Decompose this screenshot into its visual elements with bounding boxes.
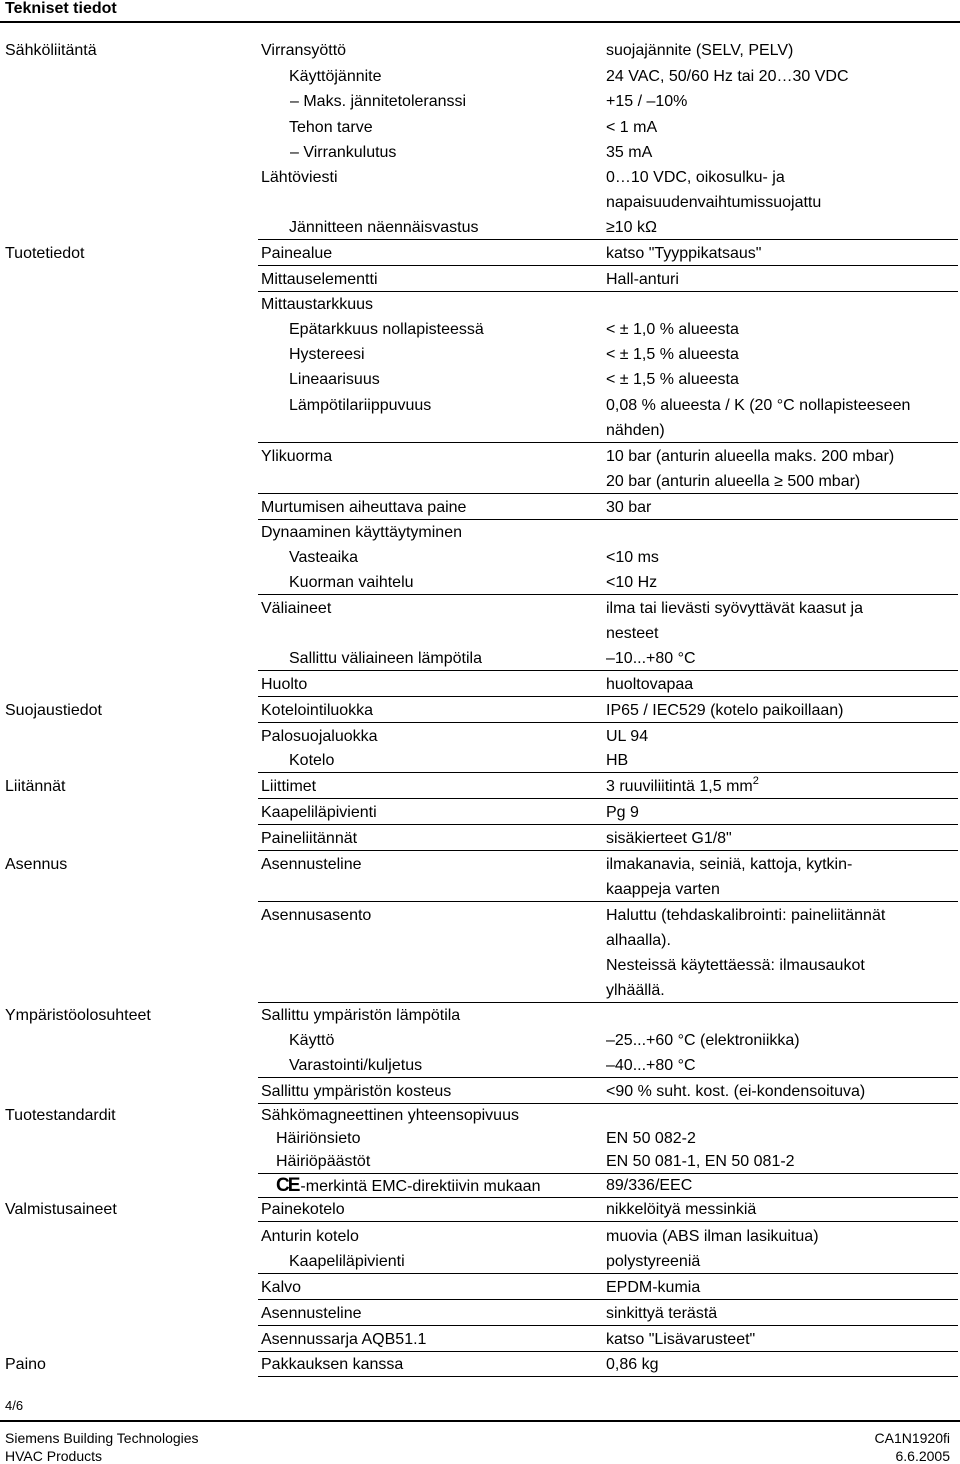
spec-label	[276, 1177, 540, 1196]
row-divider	[258, 696, 958, 697]
spec-label: Käyttöjännite	[289, 68, 382, 85]
spec-label: Sallittu väliaineen lämpötila	[289, 650, 482, 667]
spec-category: Liitännät	[5, 778, 66, 795]
spec-label: Dynaaminen käyttäytyminen	[261, 524, 462, 541]
page-number: 4/6	[5, 1398, 24, 1413]
spec-label: Kaapeliläpivienti	[289, 1253, 405, 1270]
spec-value: nikkelöityä messinkiä	[606, 1201, 757, 1218]
row-divider	[258, 1077, 958, 1078]
spec-value: <10 Hz	[606, 574, 658, 591]
spec-category: Tuotestandardit	[5, 1107, 116, 1124]
row-divider	[258, 1197, 958, 1198]
spec-label: Ylikuorma	[261, 448, 333, 465]
row-divider	[258, 442, 958, 443]
footer-date: 6.6.2005	[895, 1448, 950, 1464]
spec-label: Väliaineet	[261, 600, 332, 617]
spec-value: EN 50 081-1, EN 50 081-2	[606, 1153, 795, 1170]
spec-label: Sallittu ympäristön kosteus	[261, 1083, 452, 1100]
spec-label: Huolto	[261, 676, 308, 693]
spec-value: 24 VAC, 50/60 Hz tai 20…30 VDC	[606, 68, 849, 85]
spec-value: ilma tai lievästi syövyttävät kaasut ja	[606, 600, 863, 617]
spec-value: UL 94	[606, 728, 649, 745]
spec-value: muovia (ABS ilman lasikuitua)	[606, 1228, 819, 1245]
spec-label: Painekotelo	[261, 1201, 345, 1218]
spec-label: – Maks. jännitetoleranssi	[290, 93, 467, 110]
spec-category: Valmistusaineet	[5, 1201, 117, 1218]
spec-category: Paino	[5, 1356, 46, 1373]
row-divider	[258, 1376, 958, 1377]
row-divider	[258, 1325, 958, 1326]
spec-label: Lineaarisuus	[289, 371, 380, 388]
footer-company: Siemens Building Technologies	[5, 1430, 199, 1446]
spec-value: sinkittyä terästä	[606, 1305, 718, 1322]
spec-label: Lämpötilariippuvuus	[289, 397, 432, 414]
spec-value: 35 mA	[606, 144, 653, 161]
spec-value: –25...+60 °C (elektroniikka)	[606, 1032, 800, 1049]
spec-value: Pg 9	[606, 804, 639, 821]
spec-label: Lähtöviesti	[261, 169, 338, 186]
spec-label: Asennusasento	[261, 907, 372, 924]
spec-label: Mittaustarkkuus	[261, 296, 374, 313]
spec-label: Kaapeliläpivienti	[261, 804, 377, 821]
spec-value: < ± 1,5 % alueesta	[606, 371, 739, 388]
page-title: Tekniset tiedot	[5, 0, 117, 17]
spec-label: Pakkauksen kanssa	[261, 1356, 404, 1373]
spec-label: Varastointi/kuljetus	[289, 1057, 423, 1074]
spec-label: Virransyöttö	[261, 42, 347, 59]
spec-value: ≥10 kΩ	[606, 219, 657, 236]
row-divider	[258, 1299, 958, 1300]
spec-label: Asennusteline	[261, 856, 362, 873]
spec-value: <10 ms	[606, 549, 659, 566]
spec-value: 0…10 VDC, oikosulku- ja	[606, 169, 785, 186]
spec-value: 10 bar (anturin alueella maks. 200 mbar)	[606, 448, 895, 465]
spec-value: nähden)	[606, 422, 665, 439]
spec-label: Kalvo	[261, 1279, 302, 1296]
spec-value: nesteet	[606, 625, 659, 642]
ce-mark-icon: CE	[276, 1175, 299, 1196]
spec-value: 0,86 kg	[606, 1356, 659, 1373]
spec-value: huoltovapaa	[606, 676, 694, 693]
row-divider	[258, 722, 958, 723]
spec-value: < ± 1,5 % alueesta	[606, 346, 739, 363]
footer-doc-id: CA1N1920fi	[874, 1430, 950, 1446]
spec-label: Painealue	[261, 245, 333, 262]
spec-value: 20 bar (anturin alueella ≥ 500 mbar)	[606, 473, 861, 490]
spec-label: Murtumisen aiheuttava paine	[261, 499, 467, 516]
spec-label: Kuorman vaihtelu	[289, 574, 414, 591]
spec-value: Hall-anturi	[606, 271, 679, 288]
row-divider	[258, 772, 958, 773]
spec-value: suojajännite (SELV, PELV)	[606, 42, 794, 59]
page-footer	[0, 1388, 960, 1464]
spec-value: IP65 / IEC529 (kotelo paikoillaan)	[606, 702, 844, 719]
row-divider	[258, 824, 958, 825]
spec-category: Tuotetiedot	[5, 245, 85, 262]
spec-value: –40...+80 °C	[606, 1057, 696, 1074]
spec-label: Epätarkkuus nollapisteessä	[289, 321, 484, 338]
spec-value: 89/336/EEC	[606, 1177, 693, 1194]
row-divider	[258, 1351, 958, 1352]
spec-value: kaappeja varten	[606, 881, 720, 898]
row-divider	[258, 670, 958, 671]
row-divider	[258, 1221, 958, 1222]
spec-value	[606, 774, 759, 796]
spec-label: Sallittu ympäristön lämpötila	[261, 1007, 461, 1024]
spec-label: Kotelointiluokka	[261, 702, 374, 719]
row-divider	[258, 239, 958, 240]
spec-value: < ± 1,0 % alueesta	[606, 321, 739, 338]
spec-value: katso "Tyyppikatsaus"	[606, 245, 762, 262]
spec-value: 30 bar	[606, 499, 652, 516]
spec-label: Asennussarja AQB51.1	[261, 1331, 427, 1348]
spec-label: Hystereesi	[289, 346, 365, 363]
spec-category: Asennus	[5, 856, 68, 873]
spec-value: HB	[606, 752, 629, 769]
spec-label: Käyttö	[289, 1032, 335, 1049]
spec-category: Sähköliitäntä	[5, 42, 97, 59]
spec-label: Häiriöpäästöt	[276, 1153, 371, 1170]
footer-division: HVAC Products	[5, 1448, 102, 1464]
spec-value: sisäkierteet G1/8"	[606, 830, 732, 847]
spec-value: alhaalla).	[606, 932, 671, 949]
spec-label: Palosuojaluokka	[261, 728, 378, 745]
row-divider	[258, 265, 958, 266]
row-divider	[258, 594, 958, 595]
row-divider	[258, 1173, 958, 1174]
spec-label: Vasteaika	[289, 549, 359, 566]
spec-label: Jännitteen näennäisvastus	[289, 219, 479, 236]
spec-value: –10...+80 °C	[606, 650, 696, 667]
spec-label-text: -merkintä EMC-direktiivin mukaan	[300, 1178, 541, 1195]
spec-label: Tehon tarve	[289, 119, 373, 136]
row-divider	[258, 493, 958, 494]
spec-label: Liittimet	[261, 778, 317, 795]
row-divider	[258, 519, 958, 520]
spec-value: ylhäällä.	[606, 982, 665, 999]
spec-label: Kotelo	[289, 752, 335, 769]
spec-category: Ympäristöolosuhteet	[5, 1007, 151, 1024]
spec-label: Mittauselementti	[261, 271, 378, 288]
spec-value: < 1 mA	[606, 119, 658, 136]
spec-value: napaisuudenvaihtumissuojattu	[606, 194, 822, 211]
spec-category: Suojaustiedot	[5, 702, 102, 719]
row-divider	[258, 1273, 958, 1274]
spec-value: Haluttu (tehdaskalibrointi: paineliitännät	[606, 907, 886, 924]
spec-label: Anturin kotelo	[261, 1228, 359, 1245]
spec-value: polystyreeniä	[606, 1253, 701, 1270]
spec-value: EPDM-kumia	[606, 1279, 701, 1296]
spec-value: katso "Lisävarusteet"	[606, 1331, 756, 1348]
spec-label: Sähkömagneettinen yhteensopivuus	[261, 1107, 519, 1124]
spec-value-text: 3 ruuviliitintä 1,5 mm	[606, 778, 753, 795]
footer-rule	[0, 1420, 960, 1422]
spec-value: EN 50 082-2	[606, 1130, 696, 1147]
spec-value: ilmakanavia, seiniä, kattoja, kytkin-	[606, 856, 853, 873]
spec-label: Asennusteline	[261, 1305, 362, 1322]
spec-value: <90 % suht. kost. (ei-kondensoituva)	[606, 1083, 866, 1100]
row-divider	[258, 850, 958, 851]
row-divider	[258, 798, 958, 799]
spec-value-superscript: 2	[752, 774, 759, 787]
spec-label: Paineliitännät	[261, 830, 358, 847]
spec-label: Häiriönsieto	[276, 1130, 361, 1147]
spec-value: 0,08 % alueesta / K (20 °C nollapisteeseen	[606, 397, 911, 414]
row-divider	[258, 1002, 958, 1003]
spec-value: Nesteissä käytettäessä: ilmausaukot	[606, 957, 865, 974]
row-divider	[258, 1103, 958, 1104]
spec-label: – Virrankulutus	[290, 144, 397, 161]
row-divider	[258, 901, 958, 902]
row-divider	[258, 291, 958, 292]
spec-value: +15 / –10%	[606, 93, 688, 110]
